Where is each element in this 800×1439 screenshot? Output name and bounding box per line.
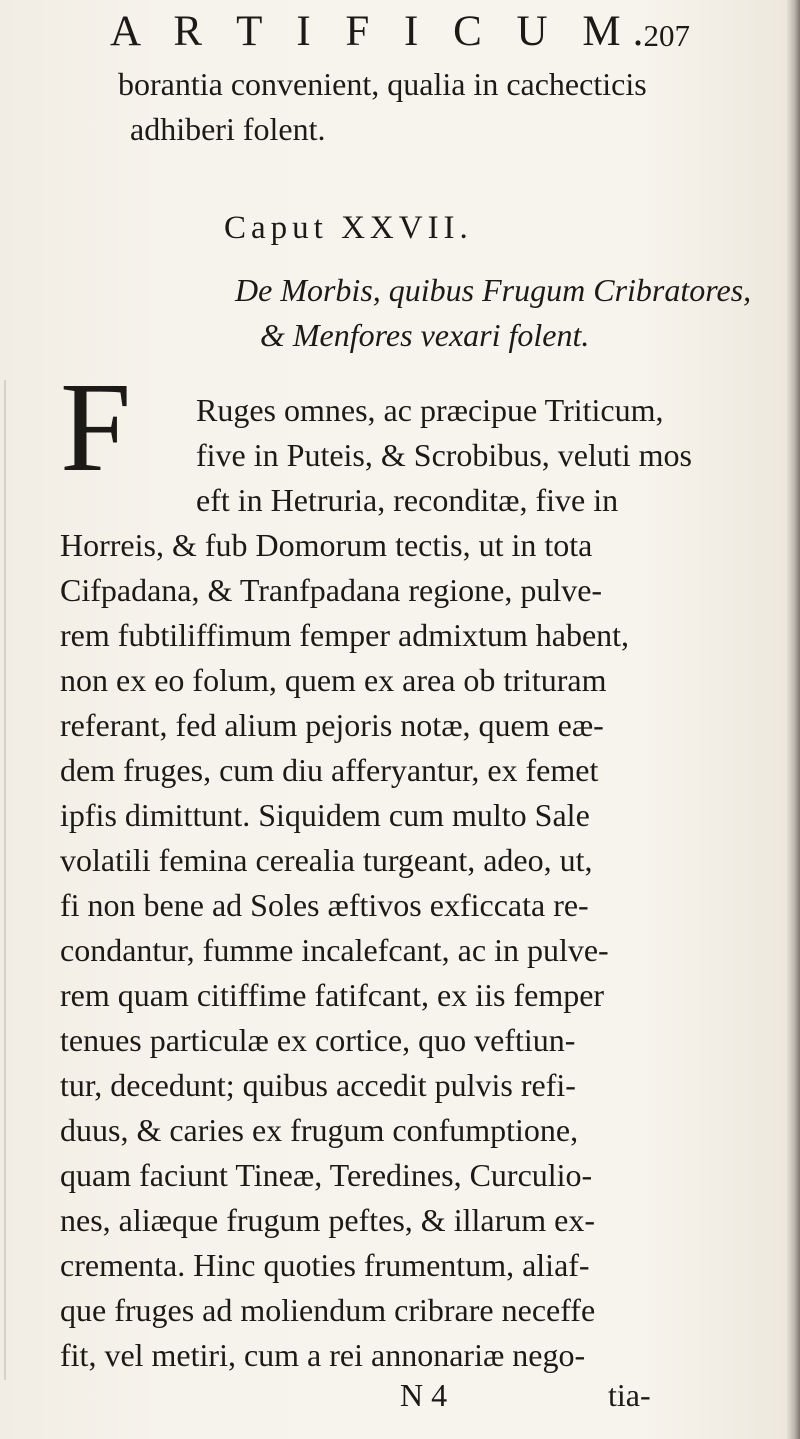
body-line: fit, vel metiri, cum a rei annonariæ nego- [60, 1337, 586, 1373]
chapter-title-line: & Menfores vexari folent. [260, 317, 590, 353]
running-title: A R T I F I C U M. [110, 8, 656, 55]
body-line: rem fubtiliffimum femper admixtum habent, [60, 617, 630, 653]
body-line: crementa. Hinc quoties frumentum, aliaf- [60, 1247, 590, 1283]
body-line: Ruges omnes, ac præcipue Triticum, [196, 392, 664, 428]
chapter-heading: Caput XXVII. [224, 210, 473, 246]
body-line: dem fruges, cum diu afferyantur, ex femet [60, 752, 599, 788]
body-line: five in Puteis, & Scrobibus, veluti mos [196, 437, 692, 473]
carryover-line: borantia convenient, qualia in cachecticis [118, 66, 647, 102]
body-line: nes, aliæque frugum peftes, & illarum ex- [60, 1202, 595, 1238]
body-line: volatili femina cerealia turgeant, adeo, ut, [60, 842, 593, 878]
body-line: condantur, fumme incalefcant, ac in pulve- [60, 932, 609, 968]
body-line: rem quam citiffime fatifcant, ex iis femper [60, 977, 605, 1013]
running-head [110, 4, 690, 60]
body-line: quam faciunt Tineæ, Teredines, Curculio- [60, 1157, 593, 1193]
signature-mark: N 4 [400, 1377, 448, 1413]
page-number: 207 [643, 18, 690, 53]
catchword: tia- [608, 1377, 651, 1413]
page-footer [0, 1372, 800, 1418]
body-line: Cifpadana, & Tranfpadana regione, pulve- [60, 572, 603, 608]
carryover-line: adhiberi folent. [130, 111, 326, 147]
body-line: tenues particulæ ex cortice, quo veftiun- [60, 1022, 576, 1058]
body-line: que fruges ad moliendum cribrare neceffe [60, 1292, 596, 1328]
body-line: tur, decedunt; quibus accedit pulvis refi- [60, 1067, 576, 1103]
chapter-title-line: De Morbis, quibus Frugum Cribratores, [235, 272, 752, 308]
body-text [0, 388, 800, 1378]
chapter-title [0, 268, 800, 358]
drop-cap: F [60, 356, 132, 498]
body-line: eft in Hetruria, reconditæ, five in [196, 482, 619, 518]
body-line: ipfis dimittunt. Siquidem cum multo Sale [60, 797, 590, 833]
body-line: fi non bene ad Soles æftivos exficcata re- [60, 887, 589, 923]
body-line: referant, fed alium pejoris notæ, quem eæ- [60, 707, 604, 743]
body-line: non ex eo folum, quem ex area ob trituram [60, 662, 607, 698]
body-line: duus, & caries ex frugum confumptione, [60, 1112, 579, 1148]
body-line: Horreis, & fub Domorum tectis, ut in tota [60, 527, 593, 563]
carryover-text [112, 62, 647, 152]
